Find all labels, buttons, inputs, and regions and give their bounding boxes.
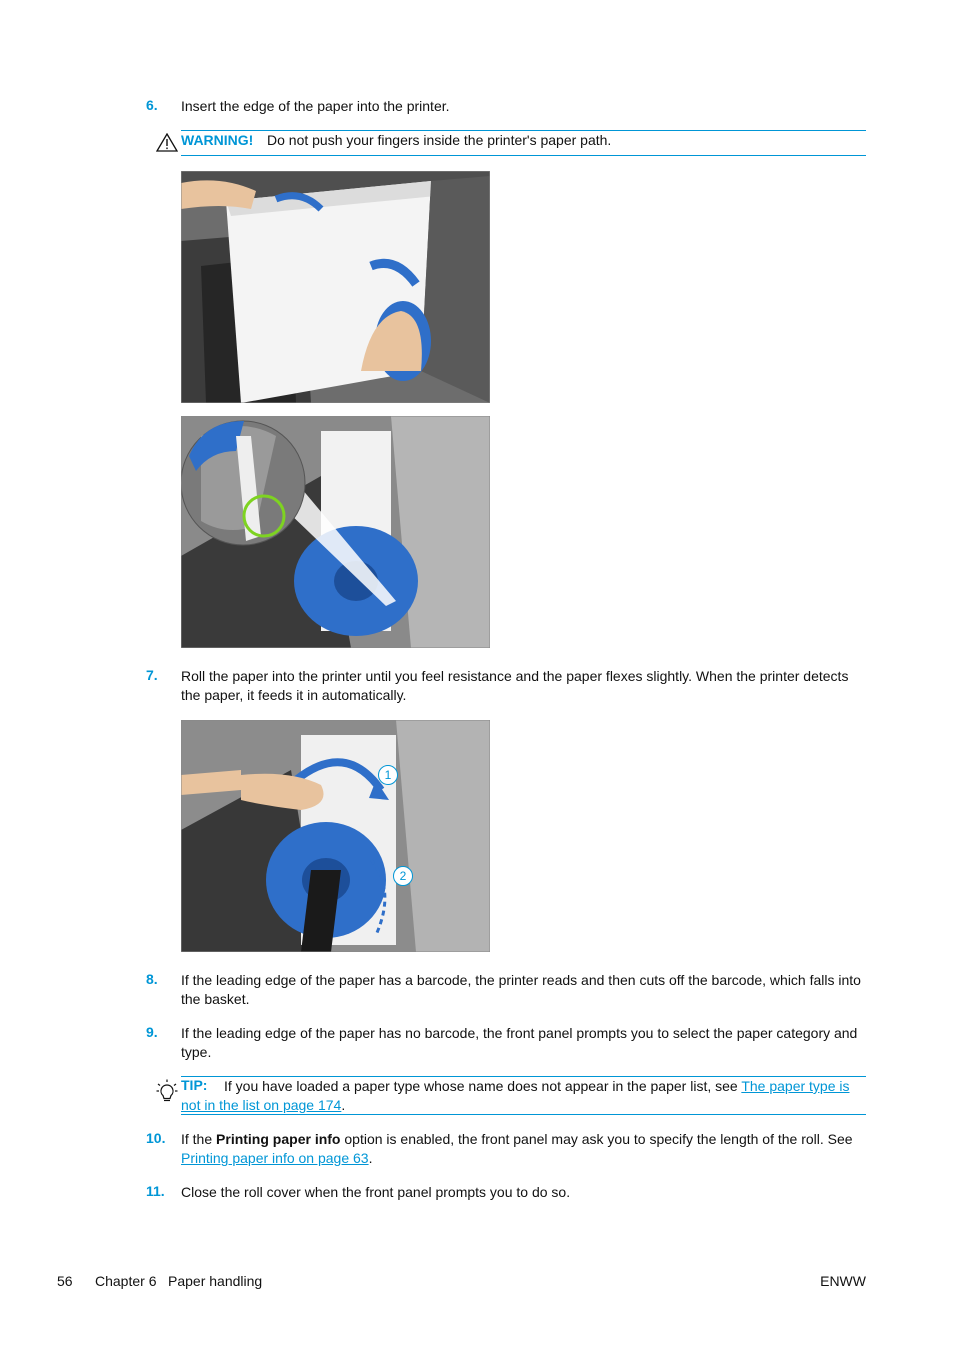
lightbulb-icon xyxy=(156,1079,178,1106)
footer-right-label: ENWW xyxy=(820,1273,866,1289)
tip-label: TIP: xyxy=(181,1077,208,1093)
step-10-link-printing-paper-info[interactable]: Printing paper info on page 63 xyxy=(181,1150,369,1166)
warning-top-rule xyxy=(181,130,866,131)
step-8-number: 8. xyxy=(146,971,158,987)
photo-insert-paper-edge xyxy=(181,171,490,403)
tip-text: If you have loaded a paper type whose name does not appear in the paper list, see The paper type is not in the list on page 174. xyxy=(181,1078,850,1113)
photo-roll-paper-into-printer xyxy=(181,720,490,952)
step-8-text: If the leading edge of the paper has a barcode, the printer reads and then cuts off the barcode, which falls into the basket. xyxy=(181,972,861,1007)
warning-text: Do not push your fingers inside the printer's paper path. xyxy=(267,132,612,148)
footer-chapter: Chapter 6 xyxy=(95,1273,157,1289)
step-6-number: 6. xyxy=(146,97,158,113)
step-9-text: If the leading edge of the paper has no barcode, the front panel prompts you to select the paper category and type. xyxy=(181,1025,858,1060)
step-6-text: Insert the edge of the paper into the printer. xyxy=(181,98,450,114)
step-10-number: 10. xyxy=(146,1130,166,1146)
photo-paper-path-detail xyxy=(181,416,490,648)
step-11-number: 11. xyxy=(146,1183,165,1199)
warning-label: WARNING! xyxy=(181,132,254,148)
footer-section: Paper handling xyxy=(168,1273,263,1289)
callout-1: 1 xyxy=(378,765,398,785)
step-10-text: If the Printing paper info option is enabled, the front panel may ask you to specify the length of the roll. See Printing paper info on page 63. xyxy=(181,1131,853,1166)
step-7-text: Roll the paper into the printer until you feel resistance and the paper flexes slightly. When the printer detects the paper, it feeds it in automatically. xyxy=(181,668,849,703)
step-11-text: Close the roll cover when the front panel prompts you to do so. xyxy=(181,1184,571,1200)
warning-bottom-rule xyxy=(181,155,866,156)
tip-link-paper-type[interactable]: The paper type is not in the list on page 174 xyxy=(181,1078,850,1113)
footer-page-number: 56 xyxy=(57,1273,73,1289)
step-9-number: 9. xyxy=(146,1024,158,1040)
callout-2: 2 xyxy=(393,866,413,886)
step-7-number: 7. xyxy=(146,667,158,683)
warning-icon xyxy=(156,133,178,155)
